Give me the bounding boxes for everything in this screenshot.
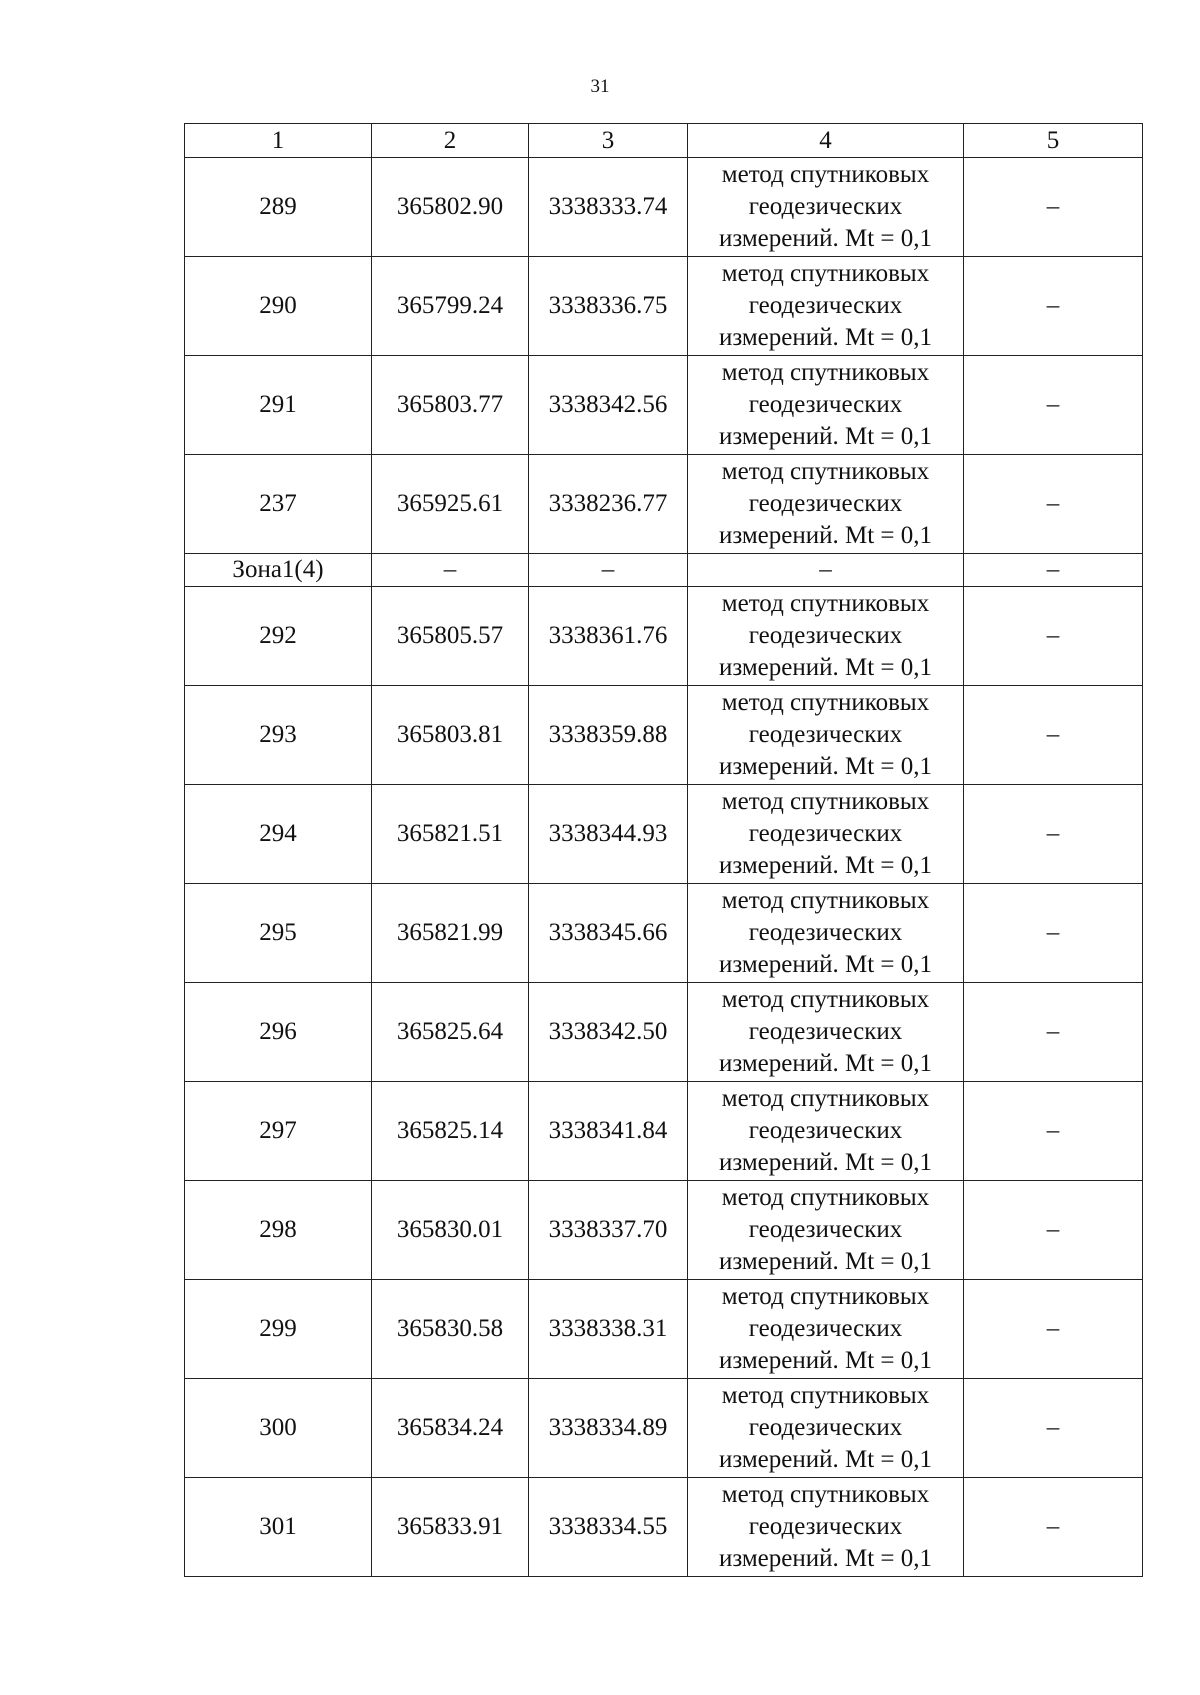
method-cell: [688, 1379, 964, 1478]
y-coordinate-cell: 3338334.55: [529, 1478, 688, 1577]
x-coordinate-cell: 365821.99: [372, 884, 529, 983]
method-line: геодезических: [748, 1117, 903, 1144]
method-cell: [688, 983, 964, 1082]
method-line: метод спутниковых: [721, 887, 930, 914]
method-line: геодезических: [748, 1315, 903, 1342]
point-number-cell: 296: [185, 983, 372, 1082]
point-number-cell: 298: [185, 1181, 372, 1280]
method-line: геодезических: [748, 193, 903, 220]
method-line: метод спутниковых: [721, 260, 930, 287]
method-line: геодезических: [748, 490, 903, 517]
table-row: [185, 686, 1143, 785]
page-number: 31: [590, 76, 610, 97]
method-line: метод спутниковых: [721, 986, 930, 1013]
table-row: [185, 455, 1143, 554]
method-line: измерений. Mt = 0,1: [718, 1050, 933, 1077]
note-cell: –: [964, 1478, 1143, 1577]
x-coordinate-cell: 365803.81: [372, 686, 529, 785]
method-line: геодезических: [748, 622, 903, 649]
x-coordinate-cell: 365830.58: [372, 1280, 529, 1379]
method-line: измерений. Mt = 0,1: [718, 324, 933, 351]
point-number-cell: 237: [185, 455, 372, 554]
method-cell: [688, 785, 964, 884]
method-line: метод спутниковых: [721, 1184, 930, 1211]
method-line: метод спутниковых: [721, 1283, 930, 1310]
table-row: [185, 1181, 1143, 1280]
point-number-cell: 290: [185, 257, 372, 356]
x-coordinate-cell: 365821.51: [372, 785, 529, 884]
y-coordinate-cell: 3338342.56: [529, 356, 688, 455]
method-line: метод спутниковых: [721, 1382, 930, 1409]
note-cell: –: [964, 983, 1143, 1082]
column-header: 4: [688, 124, 964, 158]
method-line: измерений. Mt = 0,1: [718, 654, 933, 681]
note-cell: –: [964, 587, 1143, 686]
table-row: [185, 1478, 1143, 1577]
method-cell: [688, 356, 964, 455]
note-cell: –: [964, 785, 1143, 884]
point-number-cell: 299: [185, 1280, 372, 1379]
x-coordinate-cell: 365803.77: [372, 356, 529, 455]
method-line: геодезических: [748, 1414, 903, 1441]
x-coordinate-cell: 365799.24: [372, 257, 529, 356]
method-line: метод спутниковых: [721, 359, 930, 386]
method-line: геодезических: [748, 820, 903, 847]
y-coordinate-cell: 3338337.70: [529, 1181, 688, 1280]
table-row: [185, 983, 1143, 1082]
method-line: измерений. Mt = 0,1: [718, 423, 933, 450]
method-line: измерений. Mt = 0,1: [718, 1446, 933, 1473]
point-number-cell: 295: [185, 884, 372, 983]
method-cell: [688, 686, 964, 785]
y-coordinate-cell: 3338345.66: [529, 884, 688, 983]
x-coordinate-cell: 365802.90: [372, 158, 529, 257]
method-line: –: [819, 556, 832, 583]
zone-row: [185, 554, 1143, 587]
y-coordinate-cell: 3338236.77: [529, 455, 688, 554]
x-coordinate-cell: 365805.57: [372, 587, 529, 686]
table-header: [185, 124, 1143, 158]
x-coordinate-cell: 365825.64: [372, 983, 529, 1082]
x-coordinate-cell: 365925.61: [372, 455, 529, 554]
method-line: измерений. Mt = 0,1: [718, 522, 933, 549]
point-number-cell: 291: [185, 356, 372, 455]
coordinates-table: [184, 123, 1143, 1577]
method-cell: [688, 1082, 964, 1181]
column-header: 3: [529, 124, 688, 158]
method-line: метод спутниковых: [721, 1085, 930, 1112]
note-cell: –: [964, 1280, 1143, 1379]
note-cell: –: [964, 455, 1143, 554]
note-cell: –: [964, 158, 1143, 257]
y-coordinate-cell: 3338333.74: [529, 158, 688, 257]
table-row: [185, 257, 1143, 356]
y-coordinate-cell: 3338344.93: [529, 785, 688, 884]
point-number-cell: 300: [185, 1379, 372, 1478]
method-cell: [688, 158, 964, 257]
method-line: метод спутниковых: [721, 161, 930, 188]
y-coordinate-cell: 3338334.89: [529, 1379, 688, 1478]
point-number-cell: 301: [185, 1478, 372, 1577]
note-cell: –: [964, 1181, 1143, 1280]
y-coordinate-cell: 3338341.84: [529, 1082, 688, 1181]
x-coordinate-cell: 365833.91: [372, 1478, 529, 1577]
table-row: [185, 785, 1143, 884]
table-row: [185, 1280, 1143, 1379]
method-line: геодезических: [748, 1018, 903, 1045]
method-cell: [688, 257, 964, 356]
x-coordinate-cell: 365834.24: [372, 1379, 529, 1478]
table-row: [185, 587, 1143, 686]
note-cell: –: [964, 257, 1143, 356]
method-line: геодезических: [748, 292, 903, 319]
point-number-cell: 297: [185, 1082, 372, 1181]
method-line: измерений. Mt = 0,1: [718, 1545, 933, 1572]
column-header: 1: [185, 124, 372, 158]
method-line: метод спутниковых: [721, 458, 930, 485]
method-line: измерений. Mt = 0,1: [718, 951, 933, 978]
y-coordinate-cell: 3338336.75: [529, 257, 688, 356]
table-row: [185, 158, 1143, 257]
point-number-cell: 292: [185, 587, 372, 686]
table-body: [185, 158, 1143, 1577]
method-line: геодезических: [748, 721, 903, 748]
method-cell: [688, 1280, 964, 1379]
method-line: измерений. Mt = 0,1: [718, 1149, 933, 1176]
table-row: [185, 884, 1143, 983]
method-line: измерений. Mt = 0,1: [718, 852, 933, 879]
point-number-cell: Зона1(4): [185, 554, 372, 587]
point-number-cell: 294: [185, 785, 372, 884]
x-coordinate-cell: 365830.01: [372, 1181, 529, 1280]
method-line: измерений. Mt = 0,1: [718, 1347, 933, 1374]
table-row: [185, 1082, 1143, 1181]
method-line: метод спутниковых: [721, 788, 930, 815]
table-row: [185, 356, 1143, 455]
method-line: метод спутниковых: [721, 1481, 930, 1508]
method-line: геодезических: [748, 1513, 903, 1540]
method-line: геодезических: [748, 919, 903, 946]
x-coordinate-cell: –: [372, 554, 529, 587]
method-cell: [688, 884, 964, 983]
note-cell: –: [964, 554, 1143, 587]
note-cell: –: [964, 686, 1143, 785]
method-cell: [688, 554, 964, 587]
x-coordinate-cell: 365825.14: [372, 1082, 529, 1181]
method-line: геодезических: [748, 391, 903, 418]
point-number-cell: 289: [185, 158, 372, 257]
method-line: измерений. Mt = 0,1: [718, 753, 933, 780]
column-header: 5: [964, 124, 1143, 158]
method-line: метод спутниковых: [721, 590, 930, 617]
y-coordinate-cell: 3338342.50: [529, 983, 688, 1082]
note-cell: –: [964, 1082, 1143, 1181]
method-cell: [688, 455, 964, 554]
y-coordinate-cell: 3338361.76: [529, 587, 688, 686]
y-coordinate-cell: 3338338.31: [529, 1280, 688, 1379]
note-cell: –: [964, 884, 1143, 983]
method-cell: [688, 1478, 964, 1577]
method-line: геодезических: [748, 1216, 903, 1243]
method-cell: [688, 587, 964, 686]
table-row: [185, 1379, 1143, 1478]
method-line: метод спутниковых: [721, 689, 930, 716]
method-cell: [688, 1181, 964, 1280]
header-row: [185, 124, 1143, 158]
note-cell: –: [964, 1379, 1143, 1478]
method-line: измерений. Mt = 0,1: [718, 225, 933, 252]
method-line: измерений. Mt = 0,1: [718, 1248, 933, 1275]
note-cell: –: [964, 356, 1143, 455]
y-coordinate-cell: –: [529, 554, 688, 587]
y-coordinate-cell: 3338359.88: [529, 686, 688, 785]
column-header: 2: [372, 124, 529, 158]
point-number-cell: 293: [185, 686, 372, 785]
